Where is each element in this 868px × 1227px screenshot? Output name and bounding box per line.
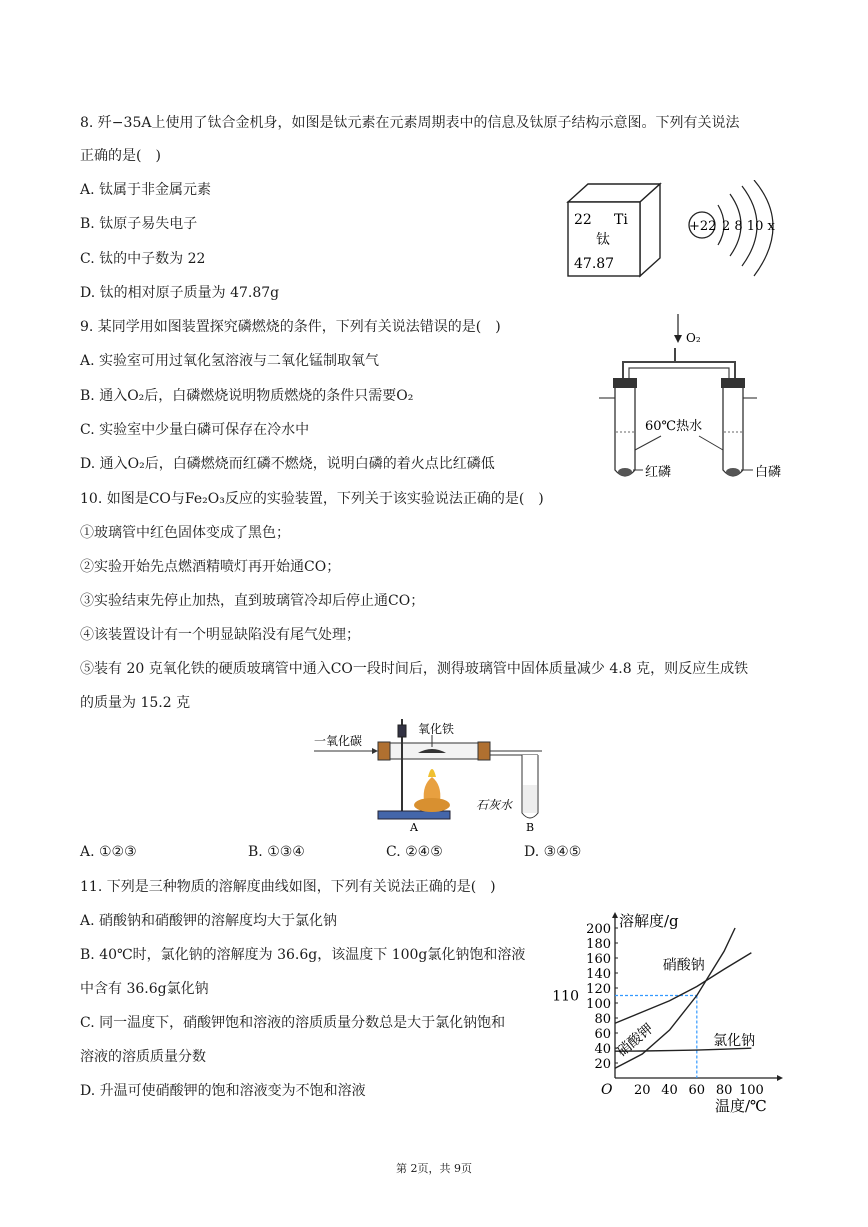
x-tick-label: 20: [633, 1083, 651, 1098]
origin-label: O: [601, 1082, 613, 1098]
q8-option-d: D. 钛的相对原子质量为 47.87g: [80, 285, 280, 301]
hot-water-label: 60℃热水: [645, 419, 703, 434]
y-tick-label: 120: [586, 982, 611, 997]
titanium-figure: [560, 180, 790, 290]
q10-item-2: ②实验开始先点燃酒精喷灯再开始通CO；: [80, 559, 341, 575]
apparatus-b-label: B: [526, 821, 535, 834]
q11-option-b-cont: 中含有 36.6g氯化钠: [80, 981, 209, 997]
q8-stem-line2: 正确的是( ): [80, 148, 161, 164]
phosphorus-apparatus: [585, 310, 785, 490]
element-card: [568, 184, 660, 276]
right-stopper: [721, 378, 745, 388]
q11-option-a: A. 硝酸钠和硝酸钾的溶解度均大于氯化钠: [80, 913, 338, 929]
y-tick-label: 40: [594, 1042, 611, 1057]
x-tick-label: 100: [738, 1083, 764, 1098]
q11-option-d: D. 升温可使硝酸钾的饱和溶液变为不饱和溶液: [80, 1083, 366, 1099]
element-symbol: Ti: [614, 212, 628, 228]
q10-item-5-cont: 的质量为 15.2 克: [80, 695, 191, 711]
x-tick-label: 40: [661, 1083, 678, 1098]
white-phosphorus-label: 白磷: [755, 465, 782, 480]
white-phosphorus: [726, 468, 740, 476]
q10-item-5: ⑤装有 20 克氧化铁的硬质玻璃管中通入CO一段时间后，测得玻璃管中固体质量减少 4.8 克，则反应生成铁: [80, 661, 749, 677]
q10-stem: 10. 如图是CO与Fe₂O₃反应的实验装置，下列关于该实验说法正确的是( ): [80, 491, 544, 507]
y-axis-arrow: [612, 912, 618, 918]
left-stopper: [613, 378, 637, 388]
red-phosphorus-label: 红磷: [645, 465, 672, 480]
q9-option-a: A. 实验室可用过氧化氢溶液与二氧化锰制取氧气: [80, 353, 380, 369]
series-label-sodium-chloride: 氯化钠: [713, 1033, 756, 1049]
q10-item-1: ①玻璃管中红色固体变成了黑色；: [80, 525, 290, 541]
series-label-sodium-nitrate: 硝酸钠: [662, 957, 705, 974]
q9-stem: 9. 某同学用如图装置探究磷燃烧的条件，下列有关说法错误的是( ): [80, 319, 501, 335]
co-label: 一氧化碳: [314, 734, 363, 748]
nucleus-charge: +22: [689, 219, 717, 234]
solubility-chart: [545, 905, 795, 1115]
y-tick-label: 20: [594, 1057, 611, 1072]
co-reduction-apparatus: [310, 715, 560, 835]
y-tick-label: 80: [594, 1012, 611, 1027]
q11-option-b: B. 40℃时，氯化钠的溶解度为 36.6g，该温度下 100g氯化钠饱和溶液: [80, 947, 526, 963]
atom-structure-diagram: [689, 180, 775, 276]
x-tick-label: 60: [688, 1083, 706, 1098]
alcohol-burner: [424, 777, 441, 801]
electron-shells: 2 8 10 x: [722, 219, 775, 234]
q10-choice-a: A. ①②③: [80, 844, 137, 860]
x-tick-label: 80: [715, 1083, 733, 1098]
q11-option-c-cont: 溶液的溶质质量分数: [80, 1049, 206, 1065]
y-tick-label: 180: [586, 937, 611, 952]
q9-option-d: D. 通入O₂后，白磷燃烧而红磷不燃烧，说明白磷的着火点比红磷低: [80, 456, 495, 472]
x-axis-arrow: [777, 1075, 783, 1081]
apparatus-a-label: A: [410, 821, 418, 834]
q10-choice-c: C. ②④⑤: [386, 844, 443, 860]
marker-value-label: 110: [552, 988, 579, 1005]
element-mass: 47.87: [574, 256, 615, 272]
q8-stem-line1: 8. 歼−35A上使用了钛合金机身，如图是钛元素在元素周期表中的信息及钛原子结构示意图。下列有关说法: [80, 115, 740, 131]
page-footer: 第 2页，共 9页: [396, 1162, 472, 1175]
q10-choice-b: B. ①③④: [248, 844, 305, 860]
y-tick-label: 160: [586, 952, 611, 967]
y-tick-label: 200: [586, 922, 611, 937]
q9-option-c: C. 实验室中少量白磷可保存在冷水中: [80, 422, 310, 438]
q11-stem: 11. 下列是三种物质的溶解度曲线如图，下列有关说法正确的是( ): [80, 879, 496, 895]
q8-option-c: C. 钛的中子数为 22: [80, 251, 206, 267]
x-axis-title: 温度/℃: [715, 1097, 767, 1115]
y-tick-label: 60: [594, 1027, 611, 1042]
q8-option-a: A. 钛属于非金属元素: [80, 182, 212, 198]
red-phosphorus: [618, 468, 632, 476]
iron-oxide-label: 氧化铁: [418, 722, 455, 736]
q11-option-c: C. 同一温度下，硝酸钾饱和溶液的溶质质量分数总是大于氯化钠饱和: [80, 1015, 506, 1031]
y-tick-label: 140: [586, 967, 611, 982]
limewater-label: 石灰水: [476, 798, 513, 812]
series-label-potassium-nitrate: 硝酸钾: [614, 1020, 657, 1061]
oxygen-label: O₂: [686, 331, 701, 345]
iron-stand-base: [378, 811, 450, 819]
element-number: 22: [574, 212, 592, 228]
y-tick-label: 100: [586, 997, 611, 1012]
q8-option-b: B. 钛原子易失电子: [80, 216, 198, 232]
q10-choice-d: D. ③④⑤: [524, 844, 582, 860]
q10-item-4: ④该装置设计有一个明显缺陷没有尾气处理；: [80, 627, 360, 643]
q10-item-3: ③实验结束先停止加热，直到玻璃管冷却后停止通CO；: [80, 593, 425, 609]
q9-option-b: B. 通入O₂后，白磷燃烧说明物质燃烧的条件只需要O₂: [80, 388, 414, 404]
element-name: 钛: [596, 232, 610, 248]
y-axis-title: 溶解度/g: [619, 912, 679, 930]
